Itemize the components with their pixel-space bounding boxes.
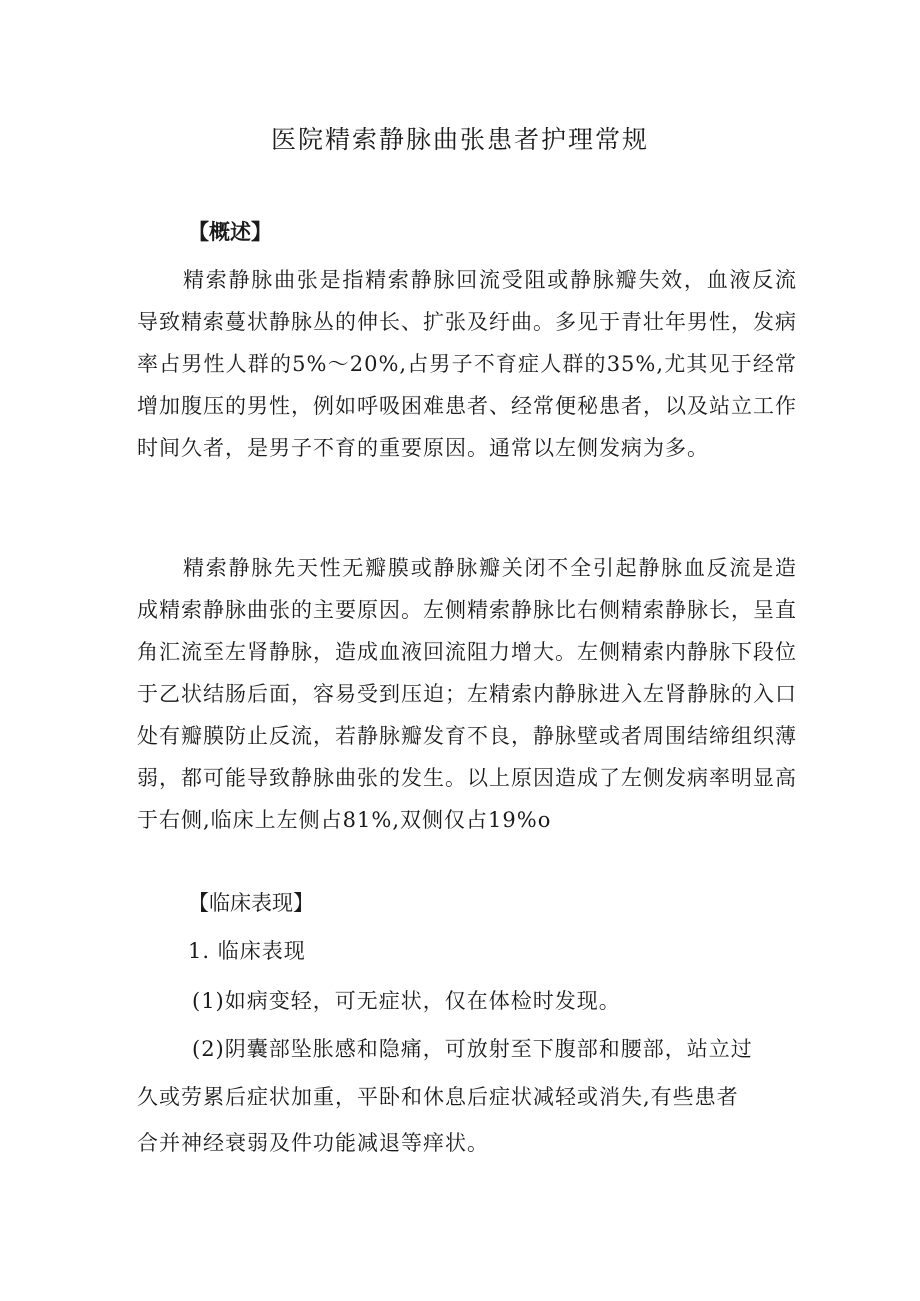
clinical-item-2-line-1: (2)阴囊部坠胀感和隐痛，可放射至下腹部和腰部，站立过 (192, 1037, 753, 1061)
clinical-item-2-line-2: 久或劳累后症状加重，平卧和休息后症状减轻或消失,有些患者 (137, 1085, 739, 1109)
clinical-heading: 【临床表现】 (188, 891, 314, 915)
overview-heading: 【概述】 (188, 219, 272, 244)
overview-paragraph-2: 精索静脉先天性无瓣膜或静脉瓣关闭不全引起静脉血反流是造成精索静脉曲张的主要原因。左侧精索静脉比右侧精索静脉长，呈直角汇流至左肾静脉，造成血液回流阻力增大。左侧精索内静脉下段位于乙状结肠后面，容易受到压迫；左精索内静脉进入左肾静脉的入口处有瓣膜防止反流，若静脉瓣发育不良，静脉壁或者周围结缔组织薄弱，都可能导致静脉曲张的发生。以上原因造成了左侧发病率明显高于右侧,临床上左侧占81%,双侧仅占19%o (137, 556, 797, 832)
clinical-item-1: (1)如病变轻，可无症状，仅在体检时发现。 (192, 989, 621, 1013)
page-title: 医院精索静脉曲张患者护理常规 (270, 125, 649, 154)
clinical-subheading: 1. 临床表现 (188, 939, 306, 963)
clinical-item-2-line-3: 合并神经衰弱及件功能减退等痒状。 (137, 1131, 489, 1155)
overview-paragraph-1: 精索静脉曲张是指精索静脉回流受阻或静脉瓣失效，血液反流导致精索蔓状静脉丛的伸长、扩张及纡曲。多见于青壮年男性，发病率占男性人群的5%～20%,占男子不育症人群的35%,尤其见于经常增加腹压的男性，例如呼吸困难患者、经常便秘患者，以及站立工作时间久者，是男子不育的重要原因。通常以左侧发病为多。 (137, 268, 797, 460)
